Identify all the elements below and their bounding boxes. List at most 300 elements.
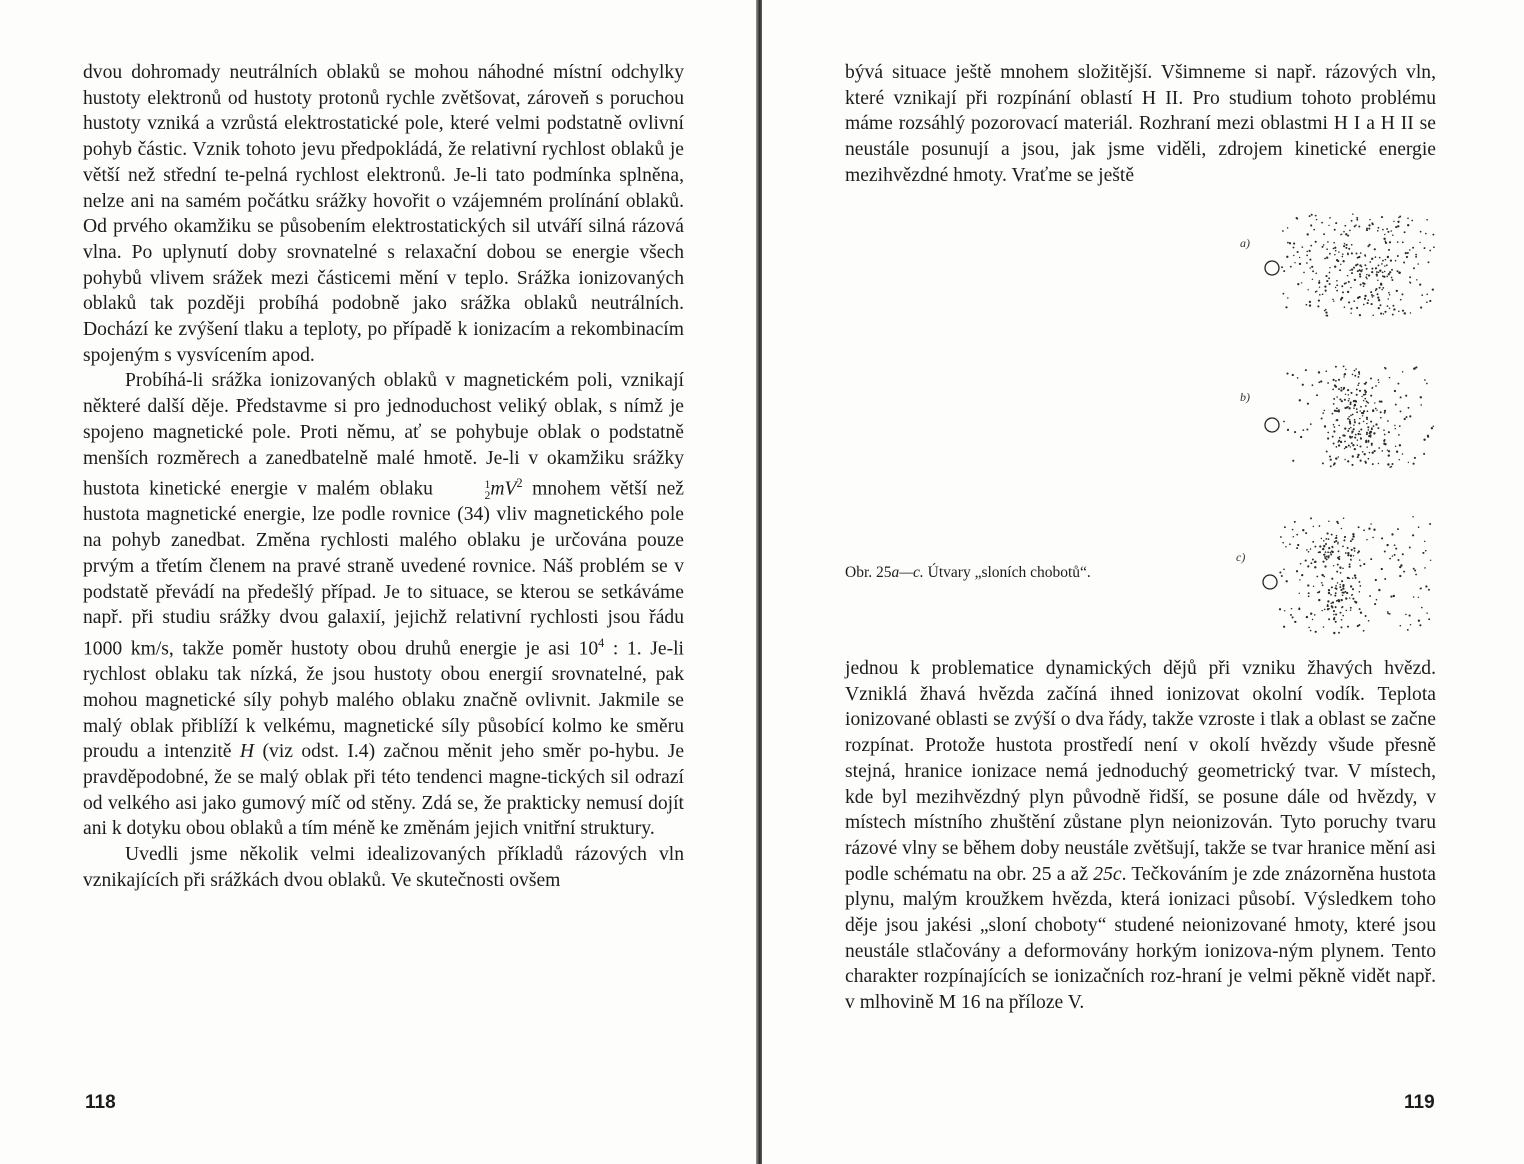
stipple-dot [1387, 463, 1389, 465]
stipple-dot [1306, 428, 1308, 430]
stipple-dot [1373, 425, 1375, 427]
stipple-dot [1354, 448, 1356, 450]
stipple-dot [1409, 615, 1411, 617]
stipple-dot [1407, 629, 1409, 631]
stipple-dot [1381, 216, 1383, 218]
stipple-dot [1342, 615, 1344, 617]
stipple-dot [1354, 550, 1356, 552]
stipple-dot [1289, 242, 1291, 244]
stipple-dot [1368, 458, 1370, 460]
stipple-dot [1326, 555, 1328, 557]
stipple-dot [1356, 253, 1358, 255]
stipple-dot [1407, 252, 1409, 254]
stipple-dot [1328, 538, 1330, 540]
stipple-dot [1326, 257, 1328, 259]
stipple-dot [1351, 252, 1353, 254]
stipple-dot [1426, 219, 1428, 221]
stipple-dot [1344, 536, 1346, 538]
stipple-dot [1402, 371, 1403, 372]
stipple-dot [1429, 523, 1431, 525]
stipple-dot [1387, 420, 1389, 422]
stipple-dot [1336, 571, 1338, 573]
stipple-dot [1400, 396, 1402, 398]
stipple-dot [1392, 234, 1394, 236]
stipple-dot [1403, 571, 1405, 573]
stipple-dot [1338, 409, 1340, 411]
stipple-dot [1369, 219, 1370, 220]
stipple-dot [1333, 464, 1335, 466]
stipple-dot [1392, 314, 1394, 316]
stipple-dot [1358, 382, 1360, 384]
stipple-dot [1370, 421, 1372, 423]
formula-exponent: 2 [516, 476, 523, 491]
stipple-dot [1349, 597, 1350, 598]
stipple-dot [1309, 301, 1311, 303]
stipple-dot [1360, 612, 1362, 614]
stipple-dot [1357, 433, 1359, 435]
stipple-dot [1358, 624, 1360, 626]
stipple-dot [1378, 382, 1379, 383]
stipple-dot [1391, 277, 1393, 279]
stipple-dot [1352, 444, 1354, 446]
stipple-dot [1324, 285, 1326, 287]
stipple-dot [1342, 253, 1344, 255]
stipple-dot [1338, 251, 1339, 252]
stipple-dot [1279, 608, 1281, 610]
stipple-dot [1335, 613, 1337, 615]
stipple-dot [1342, 584, 1344, 586]
stipple-dot [1338, 550, 1340, 552]
stipple-dot [1326, 315, 1328, 317]
stipple-dot [1331, 605, 1333, 607]
paragraph: bývá situace ještě mnohem složitější. Všimneme si např. rázových vln, které vznikají při rozpínání oblastí H II. Pro studium tohoto problému máme rozsáhlý pozorovací materiál. Rozhraní mezi oblastmi H I a H II se neustále posunují a jsou, jak jsme viděli, zdrojem kinetické energie mezihvězdné hmoty. Vraťme se ještě [845, 62, 1436, 186]
stipple-dot [1323, 546, 1325, 548]
stipple-dot [1317, 592, 1318, 593]
stipple-dot [1350, 415, 1352, 417]
stipple-dot [1340, 298, 1342, 300]
stipple-dot [1363, 400, 1364, 401]
stipple-dot [1340, 389, 1342, 391]
stipple-dot [1390, 260, 1392, 262]
stipple-dot [1364, 389, 1366, 391]
stipple-dot [1367, 299, 1369, 301]
stipple-dot [1368, 441, 1370, 443]
stipple-dot [1369, 595, 1371, 597]
stipple-dot [1286, 580, 1288, 582]
stipple-dot [1395, 428, 1396, 429]
stipple-dot [1348, 248, 1350, 250]
figure-25c [1256, 512, 1436, 637]
stipple-dot [1332, 547, 1333, 548]
stipple-dot [1360, 437, 1362, 439]
stipple-dot [1321, 538, 1323, 540]
stipple-dot [1375, 423, 1377, 425]
stipple-dot [1361, 269, 1363, 271]
stipple-dot [1351, 436, 1353, 438]
stipple-dot [1369, 452, 1370, 453]
stipple-dot [1347, 460, 1349, 462]
stipple-dot [1341, 528, 1343, 530]
stipple-dot [1328, 557, 1330, 559]
stipple-dot [1334, 229, 1336, 231]
figure-caption [845, 563, 1091, 583]
stipple-dot [1410, 282, 1412, 284]
stipple-dot [1379, 270, 1381, 272]
stipple-dot [1309, 215, 1311, 217]
stipple-dot [1424, 379, 1426, 381]
stipple-dot [1345, 597, 1347, 599]
stipple-dot [1365, 255, 1366, 256]
stipple-dot [1377, 379, 1379, 381]
stipple-dot [1418, 620, 1420, 622]
stipple-dot [1355, 434, 1357, 436]
stipple-dot [1354, 421, 1356, 423]
stipple-dot [1384, 410, 1386, 412]
stipple-dot [1342, 291, 1344, 293]
stipple-dot [1384, 551, 1386, 553]
stipple-dot [1387, 612, 1389, 614]
stipple-dot [1327, 432, 1329, 434]
stipple-dot [1329, 283, 1331, 285]
stipple-dot [1381, 263, 1383, 265]
stipple-dot [1327, 604, 1329, 606]
stipple-dot [1344, 399, 1346, 401]
stipple-dot [1347, 389, 1349, 391]
stipple-dot [1307, 289, 1308, 290]
stipple-dot [1362, 451, 1364, 453]
stipple-dot [1420, 307, 1422, 309]
figure-25a [1258, 210, 1438, 320]
stipple-dot [1334, 266, 1336, 268]
stipple-dot [1375, 290, 1377, 292]
stipple-dot [1372, 387, 1374, 389]
stipple-dot [1334, 247, 1336, 249]
stipple-dot [1293, 247, 1295, 249]
stipple-dot [1402, 553, 1404, 555]
stipple-dot [1316, 394, 1318, 396]
stipple-dot [1366, 274, 1368, 276]
stipple-dot [1377, 296, 1379, 298]
stipple-dot [1356, 389, 1358, 391]
stipple-dot [1417, 263, 1419, 265]
stipple-dot [1348, 566, 1350, 568]
stipple-dot [1371, 268, 1373, 270]
stipple-dot [1363, 304, 1365, 306]
stipple-dot [1358, 373, 1360, 375]
stipple-dot [1385, 242, 1387, 244]
stipple-dot [1348, 445, 1350, 447]
stipple-dot [1299, 579, 1300, 580]
stipple-dot [1333, 610, 1335, 612]
stipple-dot [1343, 539, 1345, 541]
stipple-dot [1348, 394, 1350, 396]
stipple-dot [1341, 387, 1343, 389]
stipple-dot [1314, 566, 1316, 568]
stipple-dot [1378, 299, 1380, 301]
stipple-dot [1372, 452, 1374, 454]
stipple-dot [1354, 279, 1356, 281]
stipple-dot [1399, 425, 1401, 427]
stipple-dot [1395, 226, 1397, 228]
stipple-dot [1306, 262, 1308, 264]
fraction [442, 479, 490, 503]
stipple-dot [1315, 215, 1317, 217]
stipple-dot [1359, 314, 1361, 316]
stipple-dot [1374, 402, 1375, 403]
stipple-dot [1335, 457, 1337, 459]
stipple-dot [1367, 302, 1369, 304]
stipple-dot [1389, 271, 1391, 273]
stipple-dot [1345, 552, 1347, 554]
stipple-dot [1386, 544, 1388, 546]
stipple-dot [1341, 256, 1343, 258]
stipple-dot [1386, 276, 1388, 278]
stipple-dot [1362, 282, 1364, 284]
stipple-dot [1397, 221, 1399, 223]
stipple-dot [1334, 595, 1336, 597]
stipple-dot [1366, 539, 1367, 540]
stipple-dot [1358, 581, 1360, 583]
stipple-dot [1353, 424, 1355, 426]
stipple-dot [1294, 521, 1296, 523]
stipple-dot [1388, 450, 1390, 452]
stipple-dot [1325, 275, 1327, 277]
stipple-dot [1287, 297, 1288, 298]
stipple-dot [1319, 286, 1320, 287]
stipple-dot [1389, 241, 1391, 243]
stipple-dot [1322, 462, 1324, 464]
stipple-dot [1424, 541, 1425, 542]
stipple-dot [1383, 238, 1385, 240]
stipple-dot [1339, 584, 1341, 586]
stipple-dot [1299, 593, 1300, 594]
stipple-dot [1338, 444, 1340, 446]
stipple-dot [1319, 545, 1321, 547]
stipple-dot [1388, 273, 1390, 275]
stipple-dot [1392, 555, 1393, 556]
stipple-dot [1363, 421, 1365, 423]
stipple-dot [1418, 597, 1419, 598]
stipple-dot [1360, 428, 1362, 430]
stipple-dot [1353, 407, 1355, 409]
stipple-dot [1340, 441, 1342, 443]
stipple-dot [1338, 425, 1340, 427]
ratio-exponent: 4 [598, 636, 605, 650]
stipple-dot [1313, 229, 1315, 231]
stipple-dot [1283, 293, 1285, 295]
stipple-dot [1409, 547, 1411, 549]
symbol-h: H [239, 741, 255, 763]
stipple-dot [1384, 367, 1386, 369]
stipple-dot [1393, 221, 1394, 222]
stipple-dot [1321, 582, 1323, 584]
stipple-dot [1390, 230, 1392, 232]
stipple-dot [1308, 592, 1310, 594]
stipple-dot [1315, 241, 1317, 243]
stipple-dot [1338, 388, 1340, 390]
stipple-dot [1376, 599, 1378, 601]
stipple-dot [1344, 459, 1346, 461]
stipple-dot [1422, 552, 1424, 554]
stipple-dot [1373, 529, 1375, 531]
stipple-dot [1318, 371, 1320, 373]
stipple-dot [1323, 233, 1325, 235]
stipple-dot [1413, 368, 1415, 370]
stipple-dot [1389, 613, 1391, 615]
stipple-dot [1328, 520, 1330, 522]
stipple-dot [1359, 445, 1361, 447]
stipple-dot [1355, 224, 1357, 226]
stipple-dot [1355, 577, 1357, 579]
stipple-dot [1344, 243, 1346, 245]
stipple-dot [1372, 463, 1374, 465]
stipple-dot [1340, 234, 1341, 235]
stipple-dot [1381, 568, 1383, 570]
stipple-dot [1398, 434, 1400, 436]
stipple-dot [1336, 535, 1338, 537]
stipple-dot [1362, 412, 1364, 414]
stipple-dot [1350, 559, 1352, 561]
stipple-dot [1336, 419, 1338, 421]
stipple-dot [1357, 257, 1359, 259]
stipple-dot [1432, 288, 1434, 290]
stipple-dot [1364, 398, 1366, 400]
stipple-dot [1352, 374, 1354, 376]
stipple-dot [1419, 242, 1420, 243]
stipple-dot [1329, 267, 1330, 268]
stipple-dot [1320, 380, 1322, 382]
stipple-dot [1353, 300, 1355, 302]
stipple-dot [1294, 431, 1296, 433]
figure-label-b: b) [1240, 390, 1250, 404]
stipple-dot [1388, 454, 1390, 456]
stipple-dot [1368, 429, 1370, 431]
stipple-dot [1356, 411, 1358, 413]
stipple-dot [1382, 260, 1384, 262]
stipple-dot [1290, 266, 1292, 268]
stipple-dot [1381, 537, 1383, 539]
stipple-dot [1398, 459, 1399, 460]
stipple-dot [1409, 249, 1411, 251]
stipple-dot [1370, 431, 1372, 433]
stipple-dot [1368, 528, 1370, 530]
paragraph: dvou dohromady neutrálních oblaků se mohou náhodné místní odchylky hustoty elektronů od hustoty protonů rychle zvětšovat, zároveň s poruchou hustoty vzniká a vzrůstá elektrostatické pole, které velmi podstatně ovlivní pohyb částic. Vznik tohoto jevu předpokládá, že relativní rychlost oblaků je větší než střední te-pelná rychlost elektronů. Je-li tato podmínka splněna, nelze ani na samém počátku srážky hovořit o vzájemném prolínání oblaků. Od prvého okamžiku se působením elektrostatických sil utváří silná rázová vlna. Po uplynutí doby srovnatelné s relaxační dobou se energie všech pohybů vlivem srážek mezi částicemi mění v teplo. Srážka ionizovaných oblaků tak později probíhá podobně jako srážka oblaků neutrálních. Dochází ke zvýšení tlaku a teploty, po případě k ionizacím a rekombinacím spojeným s vysvícením apod. [83, 62, 684, 366]
stipple-dot [1350, 540, 1352, 542]
stipple-dot [1306, 304, 1308, 306]
page-number: 119 [1404, 1092, 1435, 1113]
stipple-dot [1292, 460, 1294, 462]
stipple-dot [1420, 396, 1422, 398]
stipple-dot [1324, 555, 1326, 557]
stipple-dot [1343, 592, 1345, 594]
stipple-dot [1386, 228, 1388, 230]
stipple-dot [1394, 390, 1396, 392]
stipple-dot [1383, 443, 1385, 445]
stipple-dot [1316, 576, 1318, 578]
stipple-dot [1360, 284, 1362, 286]
stipple-dot [1347, 552, 1349, 554]
stipple-dot [1344, 283, 1346, 285]
stipple-dot [1318, 591, 1320, 593]
stipple-dot [1309, 259, 1311, 261]
stipple-dot [1424, 247, 1426, 249]
figure-reference: 25c [1093, 863, 1122, 885]
stipple-dot [1345, 369, 1347, 371]
stipple-dot [1302, 246, 1304, 248]
stipple-dot [1292, 529, 1294, 531]
stipple-dot [1386, 264, 1388, 266]
stipple-dot [1292, 616, 1294, 618]
stipple-dot [1391, 533, 1393, 535]
stipple-dot [1321, 418, 1323, 420]
stipple-dot [1433, 246, 1435, 248]
stipple-dot [1384, 234, 1385, 235]
stipple-dot [1423, 439, 1425, 441]
stipple-dot [1357, 270, 1359, 272]
stipple-dot [1342, 587, 1344, 589]
stipple-dot [1391, 279, 1393, 281]
stipple-dot [1299, 263, 1301, 265]
stipple-dot [1324, 557, 1326, 559]
stipple-dot [1294, 262, 1295, 263]
stipple-dot [1329, 253, 1331, 255]
stipple-dot [1376, 275, 1378, 277]
stipple-dot [1325, 370, 1327, 372]
stipple-dot [1366, 423, 1367, 424]
stipple-dot [1372, 315, 1374, 317]
stipple-dot [1333, 242, 1335, 244]
stipple-dot [1332, 299, 1334, 301]
stipple-dot [1307, 403, 1309, 405]
stipple-dot [1347, 406, 1349, 408]
stipple-dot [1426, 301, 1428, 303]
stipple-dot [1347, 626, 1349, 628]
stipple-dot [1352, 533, 1354, 535]
stipple-dot [1281, 575, 1283, 577]
stipple-dot [1343, 517, 1344, 518]
stipple-dot [1371, 258, 1373, 260]
stipple-dot [1339, 437, 1341, 439]
stipple-dot [1329, 217, 1331, 219]
stipple-dot [1338, 456, 1339, 457]
stipple-dot [1312, 541, 1314, 543]
stipple-dot [1335, 250, 1337, 252]
stipple-dot [1286, 373, 1288, 375]
stipple-dot [1378, 463, 1379, 464]
stipple-dot [1352, 535, 1354, 537]
stipple-dot [1338, 440, 1340, 442]
stipple-dot [1371, 222, 1373, 224]
stipple-dot [1311, 214, 1313, 216]
stipple-dot [1395, 548, 1397, 550]
stipple-dot [1328, 555, 1330, 557]
stipple-dot [1392, 463, 1394, 465]
stipple-dot [1347, 577, 1349, 579]
stipple-dot [1363, 563, 1365, 565]
stipple-dot [1359, 273, 1361, 275]
stipple-dot [1400, 625, 1402, 627]
stipple-dot [1391, 466, 1393, 468]
stipple-dot [1394, 544, 1396, 546]
stipple-dot [1336, 290, 1338, 292]
page-number: 118 [85, 1092, 116, 1113]
stipple-dot [1306, 251, 1308, 253]
stipple-dot [1428, 261, 1430, 263]
figure-label-c: c) [1236, 550, 1246, 564]
stipple-dot [1310, 548, 1312, 550]
stipple-dot [1370, 558, 1372, 560]
stipple-dot [1372, 410, 1374, 412]
